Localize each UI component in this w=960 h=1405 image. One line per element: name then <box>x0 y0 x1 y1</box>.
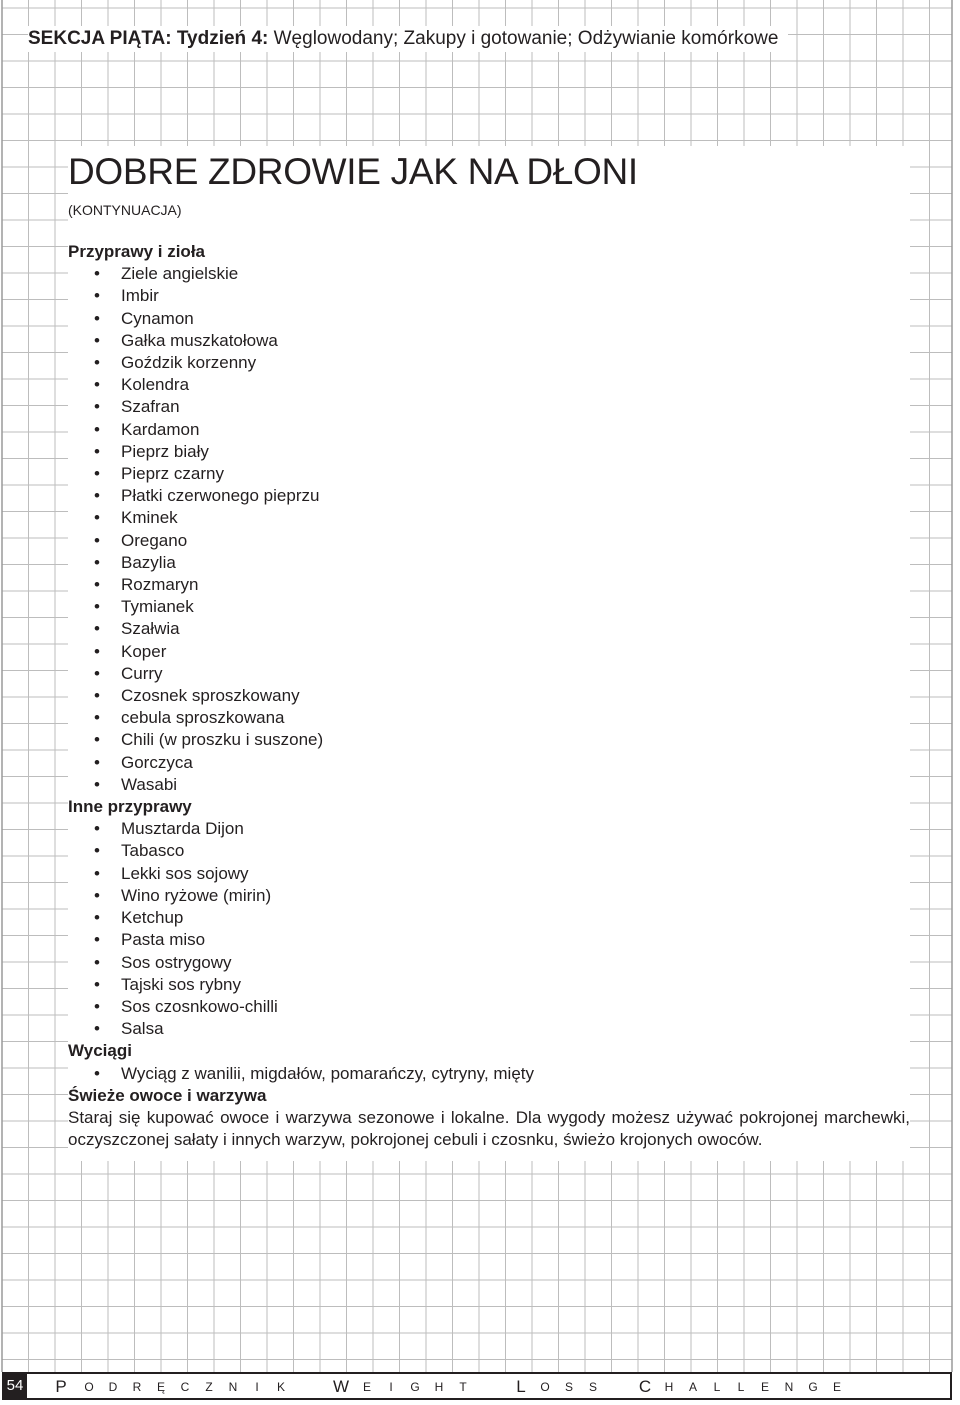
list-item: • Kolendra <box>68 374 910 396</box>
list-item: • Pasta miso <box>68 929 910 951</box>
list-item: • Chili (w proszku i suszone) <box>68 729 910 751</box>
list-item: • Cynamon <box>68 308 910 330</box>
footer-title-char: O <box>84 1380 94 1394</box>
list-item: • Wasabi <box>68 774 910 796</box>
footer-title-char: N <box>784 1380 794 1394</box>
footer-title-char: K <box>276 1380 285 1394</box>
list-item: • Ketchup <box>68 907 910 929</box>
page-title: DOBRE ZDROWIE JAK NA DŁONI <box>68 151 638 192</box>
footer-title-char: A <box>688 1380 697 1394</box>
extracts-list <box>68 1063 910 1085</box>
footer-title-char: S <box>588 1380 597 1394</box>
footer-title-char: L <box>516 1377 526 1396</box>
footer-title-char: I <box>389 1380 393 1394</box>
list-item: • Wino ryżowe (mirin) <box>68 885 910 907</box>
footer-title-char: Ę <box>156 1380 165 1394</box>
list-item: • Sos czosnkowo-chilli <box>68 996 910 1018</box>
footer-title-char: L <box>713 1380 721 1394</box>
section-label: SEKCJA PIĄTA: Tydzień 4: <box>28 28 269 49</box>
footer-title-char: G <box>808 1380 818 1394</box>
condiments-list <box>68 818 910 1040</box>
list-item: • cebula sproszkowana <box>68 707 910 729</box>
footer-title-char: D <box>108 1380 118 1394</box>
list-item: • Wyciąg z wanilii, migdałów, pomarańczy, cytryny, mięty <box>68 1063 910 1085</box>
footer-title-char: H <box>434 1380 444 1394</box>
footer-title-char: C <box>638 1377 652 1396</box>
list-item: • Salsa <box>68 1018 910 1040</box>
footer-title-char: N <box>228 1380 238 1394</box>
footer-title-char: S <box>564 1380 573 1394</box>
list-item: • Płatki czerwonego pieprzu <box>68 485 910 507</box>
footer-title-char: E <box>760 1380 769 1394</box>
list-item: • Szafran <box>68 396 910 418</box>
list-item: • Gorczyca <box>68 752 910 774</box>
footer-title-char: P <box>55 1377 67 1396</box>
section-heading-condiments: Inne przyprawy <box>68 797 192 817</box>
footer-title-char: G <box>410 1380 420 1394</box>
footer-title-char: T <box>459 1380 467 1394</box>
spices-list <box>68 263 910 796</box>
list-item: • Szałwia <box>68 618 910 640</box>
section-heading-extracts: Wyciągi <box>68 1041 132 1061</box>
footer-title-char: L <box>737 1380 745 1394</box>
section-heading-spices: Przyprawy i zioła <box>68 242 205 261</box>
page-number: 54 <box>3 1374 27 1398</box>
main-content <box>68 146 910 1161</box>
footer-title-char: E <box>832 1380 841 1394</box>
list-item: • Gałka muszkatołowa <box>68 330 910 352</box>
section-heading-fresh-produce: Świeże owoce i warzywa <box>68 1085 267 1105</box>
footer-title-char: C <box>180 1380 190 1394</box>
list-item: • Goździk korzenny <box>68 352 910 374</box>
list-item: • Imbir <box>68 285 910 307</box>
list-item: • Curry <box>68 663 910 685</box>
list-item: • Tajski sos rybny <box>68 974 910 996</box>
section-header <box>28 26 788 52</box>
footer-title-char: O <box>540 1380 550 1394</box>
list-item: • Rozmaryn <box>68 574 910 596</box>
list-item: • Tymianek <box>68 596 910 618</box>
list-item: • Oregano <box>68 530 910 552</box>
page-subtitle: (KONTYNUACJA) <box>68 202 182 218</box>
list-item: • Pieprz biały <box>68 441 910 463</box>
footer-title-char: R <box>132 1380 142 1394</box>
list-item: • Bazylia <box>68 552 910 574</box>
list-item: • Musztarda Dijon <box>68 818 910 840</box>
footer-title-char: Z <box>205 1380 213 1394</box>
list-item: • Sos ostrygowy <box>68 952 910 974</box>
fresh-produce-paragraph: Staraj się kupować owoce i warzywa sezonowe i lokalne. Dla wygody możesz używać pokrojonej marchewki, oczyszczonej sałaty i innych warzyw, pokrojonej cebuli i czosnku, świeżo krojonych owoców. <box>68 1107 910 1150</box>
list-item: • Pieprz czarny <box>68 463 910 485</box>
footer-title-char: I <box>255 1380 259 1394</box>
list-item: • Koper <box>68 641 910 663</box>
list-item: • Ziele angielskie <box>68 263 910 285</box>
section-topics: Węglowodany; Zakupy i gotowanie; Odżywianie komórkowe <box>273 28 779 49</box>
footer-title-char: H <box>664 1380 674 1394</box>
footer-title-char: W <box>332 1377 350 1396</box>
list-item: • Kardamon <box>68 419 910 441</box>
list-item: • Tabasco <box>68 840 910 862</box>
list-item: • Lekki sos sojowy <box>68 863 910 885</box>
list-item: • Kminek <box>68 507 910 529</box>
list-item: • Czosnek sproszkowany <box>68 685 910 707</box>
footer-title-char: E <box>362 1380 371 1394</box>
